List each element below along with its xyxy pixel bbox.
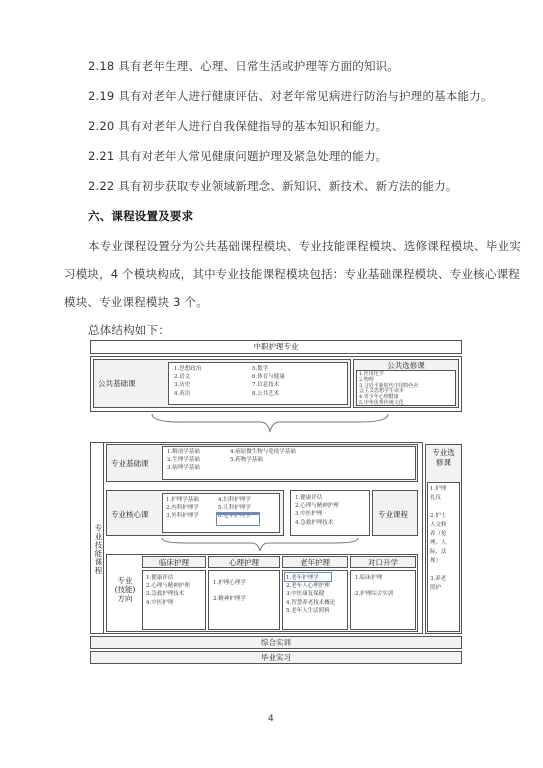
prof-basic-col1: 1.解剖学基础 2.生理学基础 3.病理学基础 [167, 449, 200, 472]
core-col1: 1.护理学基础 2.内科护理学 3.外科护理学 [166, 497, 199, 520]
text-line: 2.18 具有老年生理、心理、日常生活或护理等方面的知识。 [88, 59, 400, 73]
public-elective-list: 1.医用化学 2.物理 3.习近平新时代中国特色社 会主义思想学生读本 4.青少年心理健康 5.中华优秀传统文化 [356, 370, 456, 406]
brace-connector [150, 412, 390, 442]
dir-clinical-list: 1.健康评估 2.心理与精神护理 3.急救护理技术 4.中医护理 [142, 570, 206, 630]
comprehensive-training: 综合实训 [90, 636, 462, 649]
public-basic-col2: 5.数学 6.体育与健康 7.信息技术 8.公共艺术 [252, 366, 285, 397]
text-line: 2.19 具有对老年人进行健康评估、对老年常见病进行防治与护理的基本能力。 [88, 89, 493, 103]
diagram-title: 中职护理专业 [90, 340, 462, 354]
paragraph-line: 总体结构如下： [88, 323, 170, 337]
text-line: 2.22 具有初步获取专业领域新理念、新知识、新技术、新方法的能力。 [88, 179, 458, 193]
paragraph-line: 本专业课程设置分为公共基础课程模块、专业技能课程模块、选修课程模块、毕业实 [88, 239, 521, 253]
prof-basic-col2: 4.病原微生物与免疫学基础 5.药物学基础 [230, 449, 296, 464]
curriculum-structure-diagram [90, 340, 462, 636]
paragraph-line: 习模块，4 个模块构成，其中专业技能课程模块包括：专业基础课程模块、专业核心课程 [64, 267, 520, 281]
highlight-box [284, 572, 332, 582]
paragraph-line: 模块、专业课程模块 3 个。 [64, 295, 208, 309]
core-label: 专业核心课 [111, 510, 149, 519]
text-line: 2.21 具有对老年人常见健康问题护理及紧急处理的能力。 [88, 149, 388, 163]
text-line: 2.20 具有对老年人进行自我保健指导的基本知识和能力。 [88, 119, 388, 133]
page-number: 4 [268, 714, 274, 724]
dir-clinical-title: 临床护理 [159, 558, 189, 567]
dir-psych-list: 1.护理心理学 2.精神护理学 [208, 570, 280, 630]
prof-course-label: 专业课程 [378, 510, 408, 519]
brace-connector [160, 536, 360, 554]
public-basic-label: 公共基础课 [98, 379, 136, 388]
dir-upgrade-title: 对口升学 [368, 558, 398, 567]
dir-elderly-list: 1.老年护理学 2.老年人心理护理 3.中医康复保健 4.智慧养老技术概论 5.老年人生活照料 [282, 570, 348, 630]
graduation-internship: 毕业实习 [90, 651, 462, 664]
prof-elective-title: 专业选修课 [432, 448, 455, 467]
direction-label: 专业 (技能) 方向 [114, 576, 136, 603]
public-basic-col1: 1.思想政治 2.语文 3.历史 4.英语 [174, 366, 202, 397]
prof-basic-label: 专业基础课 [111, 459, 149, 468]
dir-psych-title: 心理护理 [229, 558, 259, 567]
prof-elective-list: 1.护理 礼仪 2.护士 人文修 养（伦 理、人 际、法 规） 3.养老 照护 [427, 482, 460, 632]
dir-upgrade-list: 1.临床护理 2.护理综合实训 [350, 570, 416, 630]
core-col3: 1.健康评估 2.心理与精神护理 3.中医护理 4.急救护理技术 [290, 490, 370, 536]
core-col2: 4.妇科护理学 5.儿科护理学 6.老年护理学 [218, 497, 251, 520]
skill-side-label: 专业技能课程 [94, 524, 103, 575]
public-elective-title: 公共选修课 [387, 361, 425, 370]
highlight-box [216, 514, 260, 526]
section-heading: 六、课程设置及要求 [88, 209, 194, 223]
dir-elderly-title: 老年护理 [300, 558, 330, 567]
